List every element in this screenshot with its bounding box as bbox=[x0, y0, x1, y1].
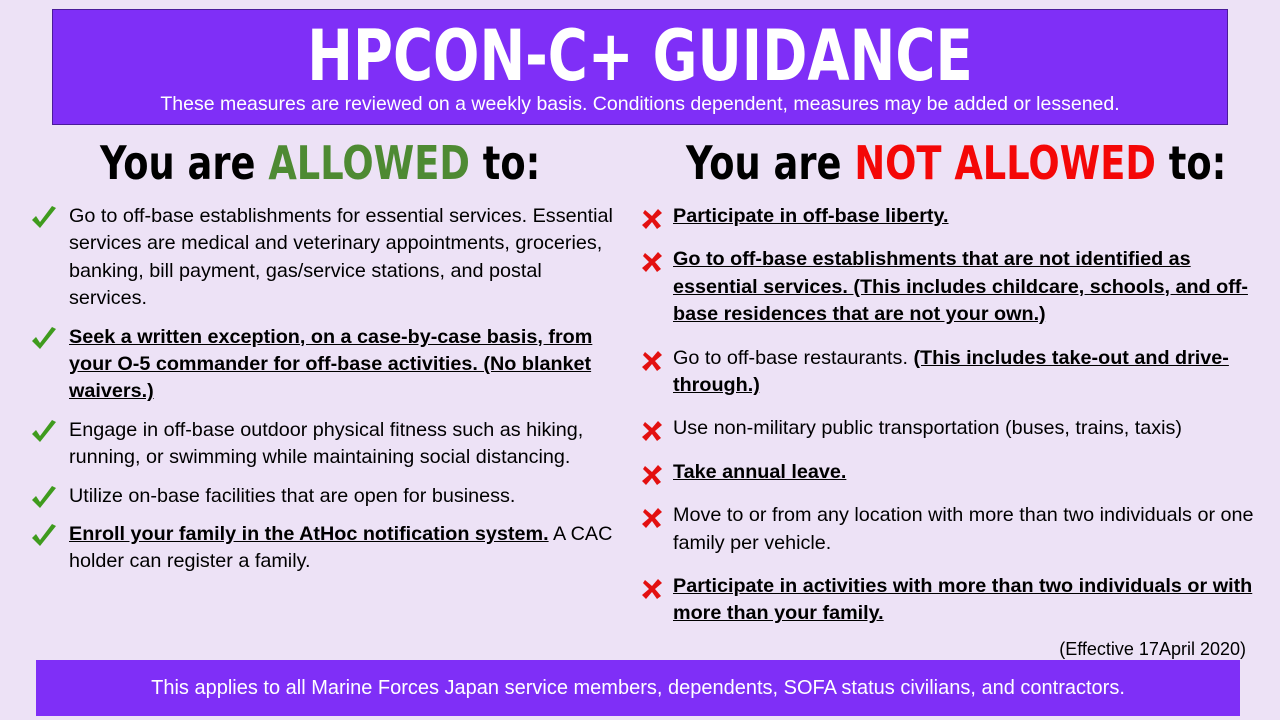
not-allowed-item bbox=[640, 246, 1270, 328]
allowed-item-emphasis: Enroll your family in the AtHoc notification system. bbox=[69, 523, 549, 546]
allowed-list bbox=[30, 203, 620, 576]
not-allowed-heading-suffix: to: bbox=[1155, 136, 1227, 190]
cross-icon bbox=[640, 349, 664, 373]
not-allowed-item bbox=[640, 459, 1270, 486]
allowed-item bbox=[30, 417, 620, 472]
banner-subtitle: These measures are reviewed on a weekly basis. Conditions dependent, measures may be added or lessened. bbox=[160, 93, 1120, 115]
allowed-item bbox=[30, 483, 620, 510]
cross-icon bbox=[640, 419, 664, 443]
not-allowed-item bbox=[640, 415, 1270, 442]
not-allowed-list bbox=[640, 203, 1270, 628]
not-allowed-item bbox=[640, 203, 1270, 230]
check-icon bbox=[30, 523, 58, 549]
check-icon bbox=[30, 326, 58, 352]
not-allowed-item-emphasis: Participate in activities with more than two individuals or with more than your family. bbox=[673, 575, 1253, 625]
allowed-item-emphasis: Seek a written exception, on a case-by-case basis, from your O-5 commander for off-base activities. (No blanket waivers.) bbox=[69, 325, 593, 403]
not-allowed-item bbox=[640, 345, 1270, 400]
cross-icon bbox=[640, 463, 664, 487]
cross-icon bbox=[640, 207, 664, 231]
allowed-item-text: Utilize on-base facilities that are open for business. bbox=[69, 484, 516, 507]
footer-text: This applies to all Marine Forces Japan service members, dependents, SOFA status civilians, and contractors. bbox=[151, 677, 1125, 699]
allowed-item bbox=[30, 521, 620, 576]
not-allowed-heading bbox=[686, 132, 1226, 194]
not-allowed-item bbox=[640, 502, 1270, 557]
check-icon bbox=[30, 205, 58, 231]
not-allowed-heading-prefix: You are bbox=[686, 136, 855, 190]
allowed-heading bbox=[100, 132, 540, 194]
not-allowed-item-text: Go to off-base restaurants. bbox=[673, 346, 914, 369]
not-allowed-item-text: Use non-military public transportation (buses, trains, taxis) bbox=[673, 417, 1183, 440]
check-icon bbox=[30, 419, 58, 445]
allowed-item-text: Engage in off-base outdoor physical fitness such as hiking, running, or swimming while maintaining social distancing. bbox=[69, 418, 584, 469]
footer-banner bbox=[36, 660, 1240, 716]
allowed-item-text: Go to off-base establishments for essential services. Essential services are medical and veterinary appointments, groceries, banking, bill payment, gas/service stations, and postal services. bbox=[69, 205, 613, 310]
allowed-item-text: A CAC holder can register a family. bbox=[69, 523, 613, 573]
cross-icon bbox=[640, 577, 664, 601]
cross-icon bbox=[640, 506, 664, 530]
check-icon bbox=[30, 485, 58, 511]
allowed-heading-prefix: You are bbox=[100, 136, 269, 190]
not-allowed-heading-accent: NOT ALLOWED bbox=[854, 136, 1156, 190]
not-allowed-item-text: Move to or from any location with more than two individuals or one family per vehicle. bbox=[673, 504, 1254, 554]
cross-icon bbox=[640, 250, 664, 274]
not-allowed-item-emphasis: Go to off-base establishments that are not identified as essential services. (This includes childcare, schools, and off-base residences that are not your own.) bbox=[673, 248, 1248, 326]
allowed-heading-accent: ALLOWED bbox=[268, 136, 470, 190]
title-banner bbox=[52, 9, 1228, 125]
allowed-item bbox=[30, 203, 620, 313]
allowed-heading-suffix: to: bbox=[469, 136, 541, 190]
not-allowed-item-emphasis: Participate in off-base liberty. bbox=[673, 205, 949, 227]
allowed-item bbox=[30, 324, 620, 406]
effective-date: (Effective 17April 2020) bbox=[1059, 639, 1246, 659]
not-allowed-item-emphasis: (This includes take-out and drive-through.) bbox=[673, 346, 1229, 397]
not-allowed-item bbox=[640, 573, 1270, 628]
page-title: HPCON-C+ GUIDANCE bbox=[307, 15, 973, 97]
not-allowed-item-emphasis: Take annual leave. bbox=[673, 460, 847, 483]
